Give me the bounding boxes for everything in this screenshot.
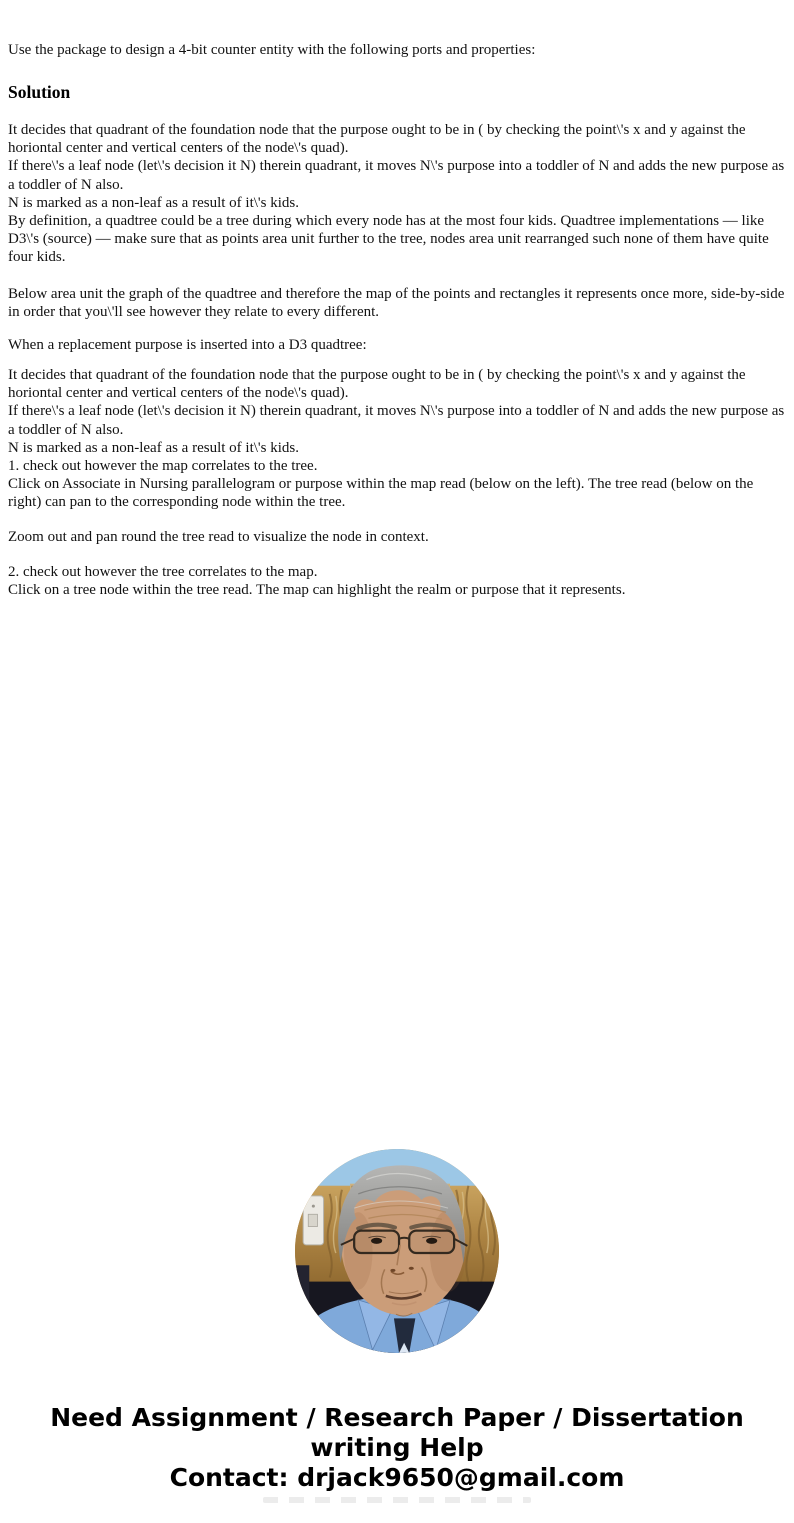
footer-banner xyxy=(27,1403,767,1493)
paragraph-block-below-graph xyxy=(8,285,786,321)
intro-paragraph: Use the package to design a 4-bit counter entity with the following ports and properties: xyxy=(8,42,536,58)
paragraph-block-steps xyxy=(8,366,786,512)
paragraph-leaf-node: If there\'s a leaf node (let\'s decision it N) therein quadrant, it moves N\'s purpose into a toddler of N and adds the new purpose as a toddler of N also. xyxy=(8,158,785,193)
paragraph-click-parallelogram: Click on Associate in Nursing parallelogram or purpose within the map read (below on the left). The tree read (below on the right) can pan to the corresponding node within the tree. xyxy=(8,476,754,511)
footer-help-text: Need Assignment / Research Paper / Dissertation writing Help xyxy=(50,1403,744,1462)
paragraph-block-quadtree-insertion xyxy=(8,121,786,267)
solution-heading: Solution xyxy=(8,82,71,102)
footer-contact-text: Contact: drjack9650@gmail.com xyxy=(169,1463,625,1492)
portrait-man-glasses-image xyxy=(295,1149,499,1353)
paragraph-by-definition: By definition, a quadtree could be a tree during which every node has at the most four kids. Quadtree implementations — like D3\'s (source) — make sure that as points area unit further to the tree, nodes area unit rearranged such none of them have quite four kids. xyxy=(8,213,769,266)
ghost-text-artifact xyxy=(263,1497,531,1503)
paragraph-replacement-purpose: When a replacement purpose is inserted into a D3 quadtree: xyxy=(8,337,367,353)
paragraph-step-2: 2. check out however the tree correlates to the map. xyxy=(8,564,318,580)
paragraph-block-replacement xyxy=(8,336,786,354)
profile-photo xyxy=(295,1149,499,1353)
paragraph-non-leaf: N is marked as a non-leaf as a result of it\'s kids. xyxy=(8,194,299,211)
paragraph-block-zoom xyxy=(8,528,786,546)
paragraph-block-step-2 xyxy=(8,563,786,599)
paragraph-non-leaf-2: N is marked as a non-leaf as a result of it\'s kids. xyxy=(8,439,299,456)
paragraph-click-tree-node: Click on a tree node within the tree read. The map can highlight the realm or purpose that it represents. xyxy=(8,582,626,599)
paragraph-decides-quadrant-2: It decides that quadrant of the foundation node that the purpose ought to be in ( by checking the point\'s x and y against the horiontal center and vertical centers of the node\'s quad). xyxy=(8,367,746,402)
paragraph-decides-quadrant: It decides that quadrant of the foundation node that the purpose ought to be in ( by checking the point\'s x and y against the horiontal center and vertical centers of the node\'s quad). xyxy=(8,122,746,157)
paragraph-leaf-node-2: If there\'s a leaf node (let\'s decision it N) therein quadrant, it moves N\'s purpose into a toddler of N and adds the new purpose as a toddler of N also. xyxy=(8,403,785,438)
paragraph-zoom-pan: Zoom out and pan round the tree read to visualize the node in context. xyxy=(8,529,429,545)
paragraph-step-1: 1. check out however the map correlates to the tree. xyxy=(8,458,318,475)
paragraph-below-graph: Below area unit the graph of the quadtree and therefore the map of the points and rectangles it represents once more, side-by-side in order that you\'ll see however they relate to every different. xyxy=(8,286,785,321)
